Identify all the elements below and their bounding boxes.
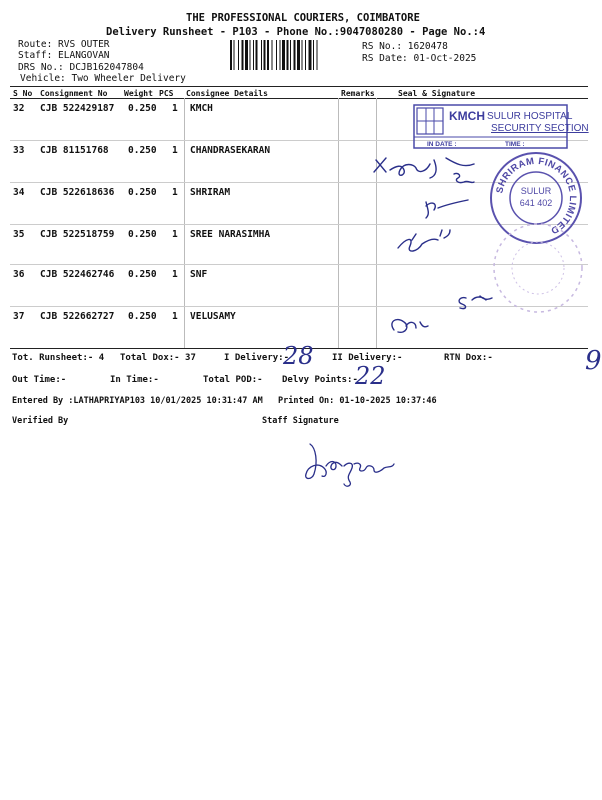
vehicle: Vehicle: Two Wheeler Delivery: [20, 73, 186, 84]
row-consignee: SNF: [190, 269, 208, 280]
row-pcs: 1: [172, 187, 178, 198]
row-sno: 35: [13, 229, 25, 240]
row-pcs: 1: [172, 269, 178, 280]
row-weight: 0.250: [128, 103, 157, 114]
row-consignee: SREE NARASIMHA: [190, 229, 271, 240]
company-title: THE PROFESSIONAL COURIERS, COIMBATORE: [186, 12, 420, 24]
runsheet-subtitle: Delivery Runsheet - P103 - Phone No.:9047080280 - Page No.:4: [106, 26, 486, 38]
barcode-bar: [250, 40, 251, 70]
barcode-bar: [280, 40, 281, 70]
delvy-points-handwritten: 22: [355, 362, 386, 390]
row-consignment: CJB 522662727: [40, 311, 115, 322]
barcode-bar: [230, 40, 232, 70]
row-sno: 32: [13, 103, 25, 114]
row-pcs: 1: [172, 103, 178, 114]
staff: Staff: ELANGOVAN: [18, 50, 110, 61]
barcode-bar: [313, 40, 314, 70]
kmch-line1: SULUR HOSPITAL: [487, 111, 573, 122]
rs-no: RS No.: 1620478: [362, 41, 448, 52]
barcode-bar: [272, 40, 273, 70]
row-consignee: KMCH: [190, 103, 213, 114]
row-sno: 37: [13, 311, 25, 322]
row-sno: 34: [13, 187, 25, 198]
row-consignment: CJB 522618636: [40, 187, 115, 198]
divider: [184, 98, 185, 348]
row-sno: 36: [13, 269, 25, 280]
barcode-bar: [317, 40, 318, 70]
row-consignee: SHRIRAM: [190, 187, 231, 198]
row-sno: 33: [13, 145, 25, 156]
row-consignment: CJB 522462746: [40, 269, 115, 280]
rtn-dox-handwritten: 9: [585, 346, 602, 376]
barcode-bar: [297, 40, 300, 70]
barcode-bar: [234, 40, 235, 70]
barcode-bar: [261, 40, 262, 70]
drs-no: DRS No.: DCJB162047804: [18, 62, 144, 73]
table-header-rule: [10, 98, 588, 99]
kmch-time: TIME :: [505, 141, 525, 148]
shriram-center1: SULUR: [520, 186, 552, 196]
kmch-line2: SECURITY SECTION: [491, 123, 589, 134]
divider: [338, 98, 339, 348]
row-consignee: VELUSAMY: [190, 311, 236, 322]
shriram-ring-text: SHRIRAM FINANCE LIMITED: [494, 155, 579, 237]
staff-signature: [300, 436, 410, 496]
row-weight: 0.250: [128, 145, 157, 156]
rs-date: RS Date: 01-Oct-2025: [362, 53, 477, 64]
entered-by: Entered By :LATHAPRIYAP103 10/01/2025 10:31:47 AM: [12, 396, 263, 406]
barcode-bar: [256, 40, 258, 70]
staff-signature-label: Staff Signature: [262, 416, 339, 426]
col-seal: Seal & Signature: [398, 89, 476, 98]
total-pod: Total POD:-: [203, 375, 263, 385]
barcode: [230, 40, 358, 70]
row-consignee: CHANDRASEKARAN: [190, 145, 271, 156]
col-remarks: Remarks: [341, 89, 375, 98]
in-time: In Time:-: [110, 375, 159, 385]
barcode-bar: [294, 40, 296, 70]
barcode-bar: [267, 40, 269, 70]
barcode-bar: [253, 40, 254, 70]
kmch-date: IN DATE :: [427, 141, 457, 148]
barcode-bar: [276, 40, 277, 70]
col-pcs: PCS: [159, 89, 174, 98]
col-weight: Weight: [124, 89, 153, 98]
handwritten-signatures: [368, 150, 498, 350]
out-time: Out Time:-: [12, 375, 67, 385]
tot-runsheet: Tot. Runsheet:- 4: [12, 353, 105, 363]
row-pcs: 1: [172, 311, 178, 322]
row-weight: 0.250: [128, 229, 157, 240]
kmch-logo: KMCH: [449, 109, 485, 123]
row-consignment: CJB 522518759: [40, 229, 115, 240]
row-pcs: 1: [172, 229, 178, 240]
barcode-bar: [309, 40, 312, 70]
barcode-bar: [245, 40, 248, 70]
i-delivery: I Delivery:-: [224, 353, 290, 363]
table-top-rule: [10, 86, 588, 87]
col-sno: S No: [13, 89, 33, 98]
rtn-dox: RTN Dox:-: [444, 353, 493, 363]
ii-delivery: II Delivery:-: [332, 353, 403, 363]
row-weight: 0.250: [128, 187, 157, 198]
row-consignment: CJB 522429187: [40, 103, 115, 114]
route: Route: RVS OUTER: [18, 39, 110, 50]
col-consignment: Consignment No: [40, 89, 108, 98]
barcode-bar: [302, 40, 303, 70]
shriram-center2: 641 402: [519, 198, 553, 208]
barcode-bar: [282, 40, 285, 70]
i-delivery-handwritten: 28: [283, 342, 314, 370]
barcode-bar: [305, 40, 306, 70]
faint-stamp: [488, 238, 588, 318]
row-pcs: 1: [172, 145, 178, 156]
total-dox: Total Dox:- 37: [120, 353, 196, 363]
barcode-bar: [242, 40, 244, 70]
barcode-bar: [264, 40, 266, 70]
barcode-bar: [290, 40, 291, 70]
col-consignee: Consignee Details: [186, 89, 268, 98]
delvy-points: Delvy Points:-: [282, 375, 358, 385]
row-consignment: CJB 81151768: [40, 145, 109, 156]
printed-on: Printed On: 01-10-2025 10:37:46: [278, 396, 437, 406]
shriram-stamp: [488, 150, 584, 246]
row-weight: 0.250: [128, 311, 157, 322]
kmch-stamp: [413, 104, 589, 150]
row-weight: 0.250: [128, 269, 157, 280]
barcode-bar: [287, 40, 289, 70]
barcode-bar: [238, 40, 239, 70]
verified-by: Verified By: [12, 416, 69, 426]
